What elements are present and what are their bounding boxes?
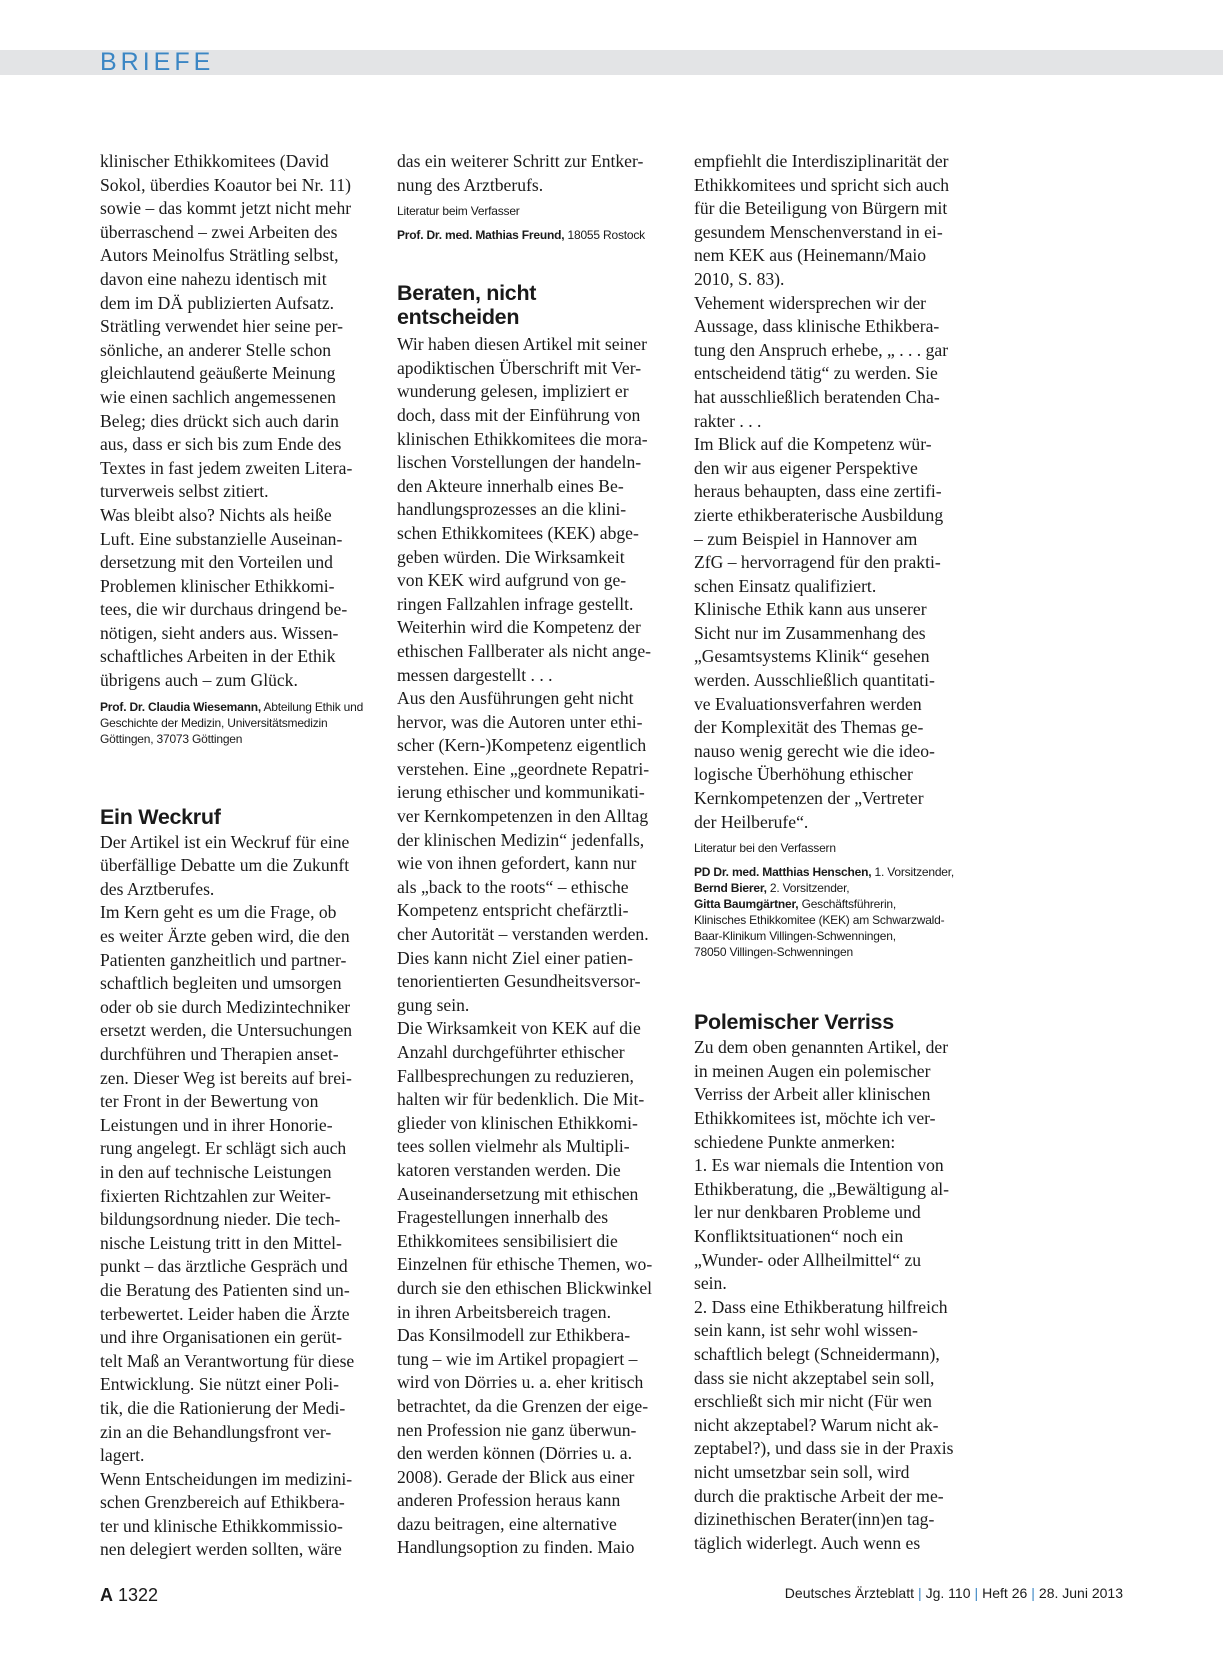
separator: |	[1031, 1585, 1035, 1601]
journal-date: 28. Juni 2013	[1038, 1585, 1123, 1601]
journal-info	[785, 1585, 1123, 1601]
author-signature	[100, 699, 382, 747]
page-number-value: 1322	[118, 1585, 159, 1605]
author-role: 1. Vorsitzender,	[871, 865, 955, 880]
author-role: 2. Vorsitzender,	[766, 881, 850, 896]
author-name: Gitta Baumgärtner,	[694, 897, 799, 912]
author-signature	[694, 864, 976, 960]
separator: |	[974, 1585, 979, 1601]
author-affiliation: Abteilung Ethik und Geschichte der Medizin, Universitätsmedizin Göttingen, 37073 Göttingen	[100, 699, 364, 746]
author-name: Prof. Dr. Claudia Wiesemann,	[100, 699, 261, 714]
author-role: Geschäftsführerin,	[798, 897, 897, 912]
column-2	[397, 150, 679, 1560]
journal-issue: Heft 26	[982, 1585, 1028, 1601]
letter-body: empfiehlt die Interdisziplinarität der Ethikkomitees und spricht sich auch für die Beteiligung von Bürgern mit gesundem Menschenverstand in ei- nem KEK aus (Heinemann/Maio 2010, S. 83). Vehement widersprechen wir der Aussage, dass klinische Ethikbera- tung den Anspruch erhebe, „ . . . gar entscheidend tätig“ zu werden. Sie hat ausschließlich beratenden Cha- rakter . . . Im Blick auf die Kompetenz wür- den wir aus eigener Perspektive heraus behaupten, dass eine zertifi- zierte ethikberaterische Ausbildung – zum Beispiel in Hannover am ZfG – hervorragend für den prakti- schen Einsatz qualifiziert. Klinische Ethik kann aus unserer Sicht nur im Zusammenhang des „Gesamtsystems Klinik“ gesehen werden. Ausschließlich quantitati- ve Evaluationsverfahren werden der Komplexität des Themas ge- nauso wenig gerecht wie die ideo- logische Überhöhung ethischer Kernkompetenzen der „Vertreter der Heilberufe“.	[694, 151, 950, 832]
letter-heading: Ein Weckruf	[100, 804, 221, 829]
page-number	[100, 1585, 158, 1606]
letter-body: Der Artikel ist ein Weckruf für eine überfällige Debatte um die Zukunft des Arztberufes. Im Kern geht es um die Frage, ob es weiter Ärzte geben wird, die den Patienten ganzheitlich und partner- schaftlich begleiten und umsorgen oder ob sie durch Medizintechniker ersetzt werden, die Untersuchungen durchführen und Therapien anset- zen. Dieser Weg ist bereits auf brei- ter Front in der Bewertung von Leistungen und in ihrer Honorie- rung angelegt. Er schlägt sich auch in den auf technische Leistungen fixierten Richtzahlen zur Weiter- bildungsordnung nieder. Die tech- nische Leistung tritt in den Mittel- punkt – das ärztliche Gespräch und die Beratung des Patienten sind un- terbewertet. Leider haben die Ärzte und ihre Organisationen ein gerüt- telt Maß an Verantwortung für diese Entwicklung. Sie nützt einer Poli- tik, die die Rationierung der Medi- zin an die Behandlungsfront ver- lagert. Wenn Entscheidungen im medizini- schen Grenzbereich auf Ethikbera- ter und klinische Ethikkommissio- nen delegiert werden sollten, wäre	[100, 831, 355, 1560]
letter-body: Zu dem oben genannten Artikel, der in meinen Augen ein polemischer Verriss der Arbeit aller klinischen Ethikkomitees ist, möchte ich ver- schiedene Punkte anmerken: 1. Es war niemals die Intention von Ethikberatung, die „Bewältigung al- ler nur denkbaren Probleme und Konfliktsituationen“ noch ein „Wunder- oder Allheilmittel“ zu sein. 2. Dass eine Ethikberatung hilfreich sein kann, ist sehr wohl wissen- schaftlich belegt (Schneidermann), dass sie nicht akzeptabel sein soll, erschließt sich mir nicht (Für wen nicht akzeptabel? Warum nicht ak- zeptabel?), und dass sie in der Praxis nicht umsetzbar sein soll, wird durch die praktische Arbeit der me- dizinethischen Berater(inn)en tag- täglich widerlegt. Auch wenn es	[694, 1037, 954, 1553]
author-name: PD Dr. med. Matthias Henschen,	[694, 865, 872, 880]
letter-body: Wir haben diesen Artikel mit seiner apodiktischen Überschrift mit Ver- wunderung gelesen, impliziert er doch, dass mit der Einführung von klinischen Ethikkomitees die mora- lischen Vorstellungen der handeln- den Akteure innerhalb eines Be- handlungsprozesses an die klini- schen Ethikkomitees (KEK) abge- geben würden. Die Wirksamkeit von KEK wird aufgrund von ge- ringen Fallzahlen infrage gestellt. Weiterhin wird die Kompetenz der ethischen Fallberater als nicht ange- messen dargestellt . . . Aus den Ausführungen geht nicht hervor, was die Autoren unter ethi- scher (Kern-)Kompetenz eigentlich verstehen. Eine „geordnete Repatri- ierung ethischer und kommunikati- ver Kernkompetenzen in den Alltag der klinischen Medizin“ jedenfalls, wie von ihnen gefordert, kann nur als „back to the roots“ – ethische Kompetenz entspricht chefärztli- cher Autorität – verstanden werden. Dies kann nicht Ziel einer patien- tenorientierten Gesundheitsversor- gung sein. Die Wirksamkeit von KEK auf die Anzahl durchgeführter ethischer Fallbesprechungen zu reduzieren, halten wir für bedenklich. Die Mit- glieder von klinischen Ethikkomi- tees sollen vielmehr als Multipli- katoren verstanden werden. Die Auseinandersetzung mit ethischen Fragestellungen innerhalb des Ethikkomitees sensibilisiert die Einzelnen für ethische Themen, wo- durch sie den ethischen Blickwinkel in ihren Arbeitsbereich tragen. Das Konsilmodell zur Ethikbera- tung – wie im Artikel propagiert – wird von Dörries u. a. eher kritisch betrachtet, da die Grenzen der eige- nen Profession nie ganz überwun- den werden können (Dörries u. a. 2008). Gerade der Blick aus einer anderen Profession heraus kann dazu beitragen, eine alternative Handlungsoption zu finden. Maio	[397, 334, 653, 1558]
letter-heading: Polemischer Verriss	[694, 1010, 894, 1035]
column-1	[100, 150, 382, 1562]
author-affiliation: 18055 Rostock	[564, 228, 645, 243]
page-letter: A	[100, 1585, 113, 1605]
journal-name: Deutsches Ärzteblatt	[784, 1585, 914, 1601]
literature-note: Literatur beim Verfasser	[397, 204, 520, 219]
separator: |	[917, 1585, 922, 1601]
letter-body: klinischer Ethikkomitees (David Sokol, überdies Koautor bei Nr. 11) sowie – das kommt jetzt nicht mehr überraschend – zwei Arbeiten des Autors Meinolfus Strätling selbst, davon eine nahezu identisch mit dem im DÄ publizierten Aufsatz. Strätling verwendet hier seine per- sönliche, an anderer Stelle schon gleichlautend geäußerte Meinung wie einen sachlich angemessenen Beleg; dies drückt sich auch darin aus, dass er sich bis zum Ende des Textes in fast jedem zweiten Litera- turverweis selbst zitiert. Was bleibt also? Nichts als heiße Luft. Eine substanzielle Auseinan- dersetzung mit den Vorteilen und Problemen klinischer Ethikkomi- tees, die wir durchaus dringend be- nötigen, sieht anders aus. Wissen- schaftliches Arbeiten in der Ethik übrigens auch – zum Glück.	[100, 151, 353, 691]
journal-volume: Jg. 110	[925, 1585, 971, 1601]
letter-heading: Beraten, nicht entscheiden	[397, 281, 537, 330]
author-name: Bernd Bierer,	[694, 881, 767, 896]
author-affiliation: Klinisches Ethikkomitee (KEK) am Schwarzwald- Baar-Klinikum Villingen-Schwenningen, 78050 Villingen-Schwenningen	[694, 913, 945, 960]
section-label: BRIEFE	[100, 48, 215, 76]
letter-body: das ein weiterer Schritt zur Entker- nung des Arztberufs.	[397, 151, 644, 195]
column-3	[694, 150, 976, 1555]
author-signature	[397, 227, 679, 243]
literature-note: Literatur bei den Verfassern	[694, 841, 836, 856]
author-name: Prof. Dr. med. Mathias Freund,	[397, 228, 565, 243]
